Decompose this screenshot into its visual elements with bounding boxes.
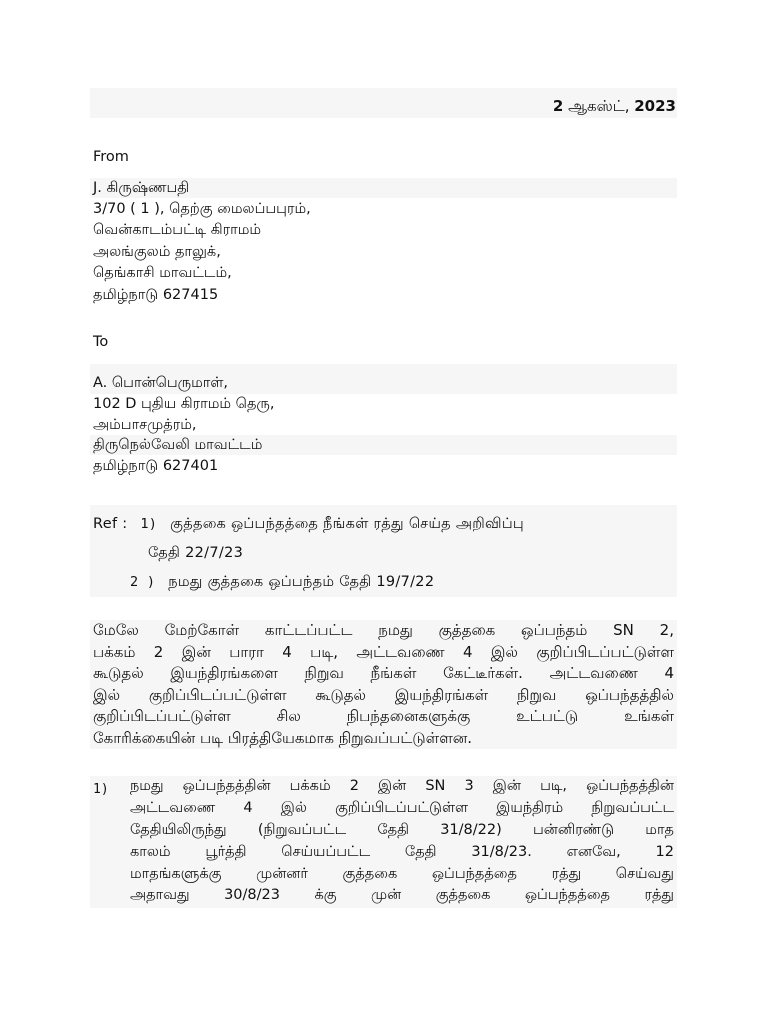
body-paragraph (90, 620, 677, 749)
date-year: 2023 (634, 97, 676, 115)
from-address-line: 3/70 ( 1 ), தெற்கு மைலப்பபுரம், (93, 201, 311, 217)
letter-date (553, 97, 676, 117)
paragraph-line: கூடுதல் இயந்திரங்களை நிறுவ நீங்கள் கேட்டீர்கள். அட்டவணை 4 (93, 664, 674, 682)
point-line: அதாவது 30/8/23 க்கு முன் குத்தகை ஒப்பந்தத்தை ரத்து (130, 887, 674, 903)
reference-line-2 (130, 574, 434, 592)
point-line: அட்டவணை 4 இல் குறிப்பிடப்பட்டுள்ள இயந்திரம் நிறுவப்பட்ட (130, 800, 674, 816)
ref-item-number: 2 ) (130, 574, 156, 590)
paragraph-line: இல் குறிப்பிடப்பட்டுள்ள கூடுதல் இயந்திரங்கள் நிறுவ ஒப்பந்தத்தில் (93, 685, 674, 704)
from-address-line: J. கிருஷ்ணபதி (93, 180, 190, 196)
paragraph-line: கோரிக்கையின் படி பிரத்தியேகமாக நிறுவப்பட்டுள்ளன. (93, 728, 473, 747)
from-address-line: தமிழ்நாடு 627415 (93, 287, 219, 303)
to-address-line: திருநெல்வேலி மாவட்டம் (93, 437, 263, 453)
ref-item-number: 1) (140, 516, 158, 532)
from-address-line: அலங்குலம் தாலுக், (93, 244, 221, 260)
date-day: 2 (552, 97, 564, 115)
ref-item-text: நமது குத்தகை ஒப்பந்தம் தேதி 19/7/22 (168, 574, 435, 590)
from-address-line: வென்காடம்பட்டி கிராமம் (93, 222, 262, 238)
paragraph-line: பக்கம் 2 இன் பாரா 4 படி, அட்டவணை 4 இல் குறிப்பிடப்பட்டுள்ள (93, 642, 674, 661)
point-line: தேதியிலிருந்து (நிறுவப்பட்ட தேதி 31/8/22) பன்னிரண்டு மாத (130, 822, 674, 838)
reference-line-1 (93, 516, 524, 534)
to-address-line: 102 D புதிய கிராமம் தெரு, (93, 396, 275, 412)
point-marker: 1) (93, 782, 109, 797)
ref-label: Ref : (93, 516, 128, 532)
from-label: From (93, 149, 129, 165)
to-address-line: அம்பாசமுத்ரம், (93, 417, 197, 433)
numbered-point-1 (90, 776, 677, 908)
date-month: ஆகஸ்ட், (568, 97, 630, 115)
reference-line-1-continued: தேதி 22/7/23 (148, 545, 244, 561)
to-label: To (93, 334, 109, 350)
point-line: நமது ஒப்பந்தத்தின் பக்கம் 2 இன் SN 3 இன் படி, ஒப்பந்தத்தின் (130, 778, 674, 794)
point-line: மாதங்களுக்கு முன்னர் குத்தகை ஒப்பந்தத்தை ரத்து செய்வது (130, 866, 674, 882)
ref-item-text: குத்தகை ஒப்பந்தத்தை நீங்கள் ரத்து செய்த அறிவிப்பு (170, 516, 524, 532)
paragraph-line: மேலே மேற்கோள் காட்டப்பட்ட நமது குத்தகை ஒப்பந்தம் SN 2, (93, 621, 674, 639)
to-address-line: தமிழ்நாடு 627401 (93, 458, 219, 474)
paragraph-line: குறிப்பிடப்பட்டுள்ள சில நிபந்தனைகளுக்கு உட்பட்டு உங்கள் (93, 707, 674, 725)
to-address-line: A. பொன்பெருமாள், (93, 375, 229, 391)
from-address-line: தெங்காசி மாவட்டம், (93, 265, 232, 281)
point-line: காலம் பூர்த்தி செய்யப்பட்ட தேதி 31/8/23. எனவே, 12 (130, 844, 674, 860)
